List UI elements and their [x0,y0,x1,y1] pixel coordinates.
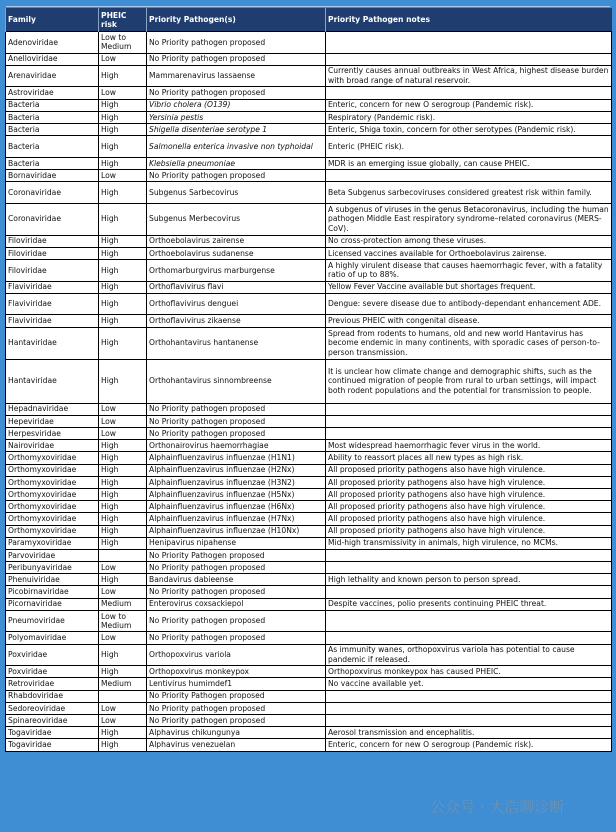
table-row [6,136,612,158]
family-cell: Hantaviridae [6,327,99,359]
notes-cell [326,632,612,644]
notes-cell: Beta Subgenus sarbecoviruses considered greatest risk within family. [326,182,612,204]
table-row [6,727,612,739]
table-row [6,65,612,87]
table-row [6,53,612,65]
priority-pathogen-cell: Orthoflavivirus denguei [147,293,326,315]
table-row [6,415,612,427]
pheic-risk-cell: High [99,513,147,525]
priority-pathogen-cell: Orthonairovirus haemorrhagiae [147,440,326,452]
family-cell: Coronaviridae [6,182,99,204]
family-cell: Retroviridae [6,678,99,690]
pheic-risk-cell: High [99,111,147,123]
notes-cell: No cross-protection among these viruses. [326,235,612,247]
pheic-risk-cell: Low [99,428,147,440]
pheic-risk-cell: High [99,65,147,87]
table-row [6,428,612,440]
notes-cell [326,549,612,561]
notes-cell [326,169,612,181]
pheic-risk-cell: High [99,440,147,452]
family-cell: Bacteria [6,136,99,158]
notes-cell: All proposed priority pathogens also have high virulence. [326,525,612,537]
family-cell: Filoviridae [6,247,99,259]
table-row [6,476,612,488]
notes-cell: All proposed priority pathogens also have high virulence. [326,513,612,525]
family-cell: Flaviviridae [6,293,99,315]
priority-pathogen-cell: No Priority pathogen proposed [147,632,326,644]
pheic-risk-cell: High [99,315,147,327]
priority-pathogen-cell: Enterovirus coxsackiepol [147,598,326,610]
notes-cell: Enteric, concern for new O serogroup (Pandemic risk). [326,739,612,751]
notes-cell [326,53,612,65]
family-cell: Orthomyxoviridae [6,513,99,525]
priority-pathogen-cell: Orthopoxvirus monkeypox [147,666,326,678]
family-cell: Poxviridae [6,644,99,666]
pheic-risk-cell: High [99,574,147,586]
notes-cell: Mid-high transmissivity in animals, high virulence, no MCMs. [326,537,612,549]
table-row [6,403,612,415]
notes-cell: Orthopoxvirus monkeypox has caused PHEIC. [326,666,612,678]
notes-cell: Licensed vaccines available for Orthoebolavirus zairense. [326,247,612,259]
priority-pathogen-cell: Alphainfluenzavirus influenzae (H5Nx) [147,488,326,500]
family-cell: Flaviviridae [6,315,99,327]
priority-pathogen-cell: Yersinia pestis [147,111,326,123]
table-row [6,513,612,525]
family-cell: Togaviridae [6,739,99,751]
pheic-risk-cell: High [99,293,147,315]
table-row [6,488,612,500]
notes-cell: A highly virulent disease that causes haemorrhagic fever, with a fatality ratio of up to 88%. [326,260,612,282]
table-row [6,359,612,403]
table-row [6,315,612,327]
family-cell: Bacteria [6,99,99,111]
notes-cell [326,428,612,440]
family-cell: Sedoreoviridae [6,702,99,714]
priority-pathogen-cell: Vibrio cholera (O139) [147,99,326,111]
table-body [6,32,612,752]
family-cell: Hepeviridae [6,415,99,427]
pheic-risk-cell: Low [99,562,147,574]
notes-cell [326,32,612,54]
family-cell: Peribunyaviridae [6,562,99,574]
notes-cell [326,586,612,598]
family-cell: Coronaviridae [6,203,99,235]
pheic-risk-cell: Low [99,586,147,598]
notes-cell: Dengue: severe disease due to antibody-dependant enhancement ADE. [326,293,612,315]
pheic-risk-cell: High [99,203,147,235]
notes-cell [326,714,612,726]
table-row [6,235,612,247]
table-row [6,247,612,259]
priority-pathogen-cell: Orthopoxvirus variola [147,644,326,666]
family-cell: Rhabdoviridae [6,690,99,702]
priority-pathogen-cell: Mammarenavirus lassaense [147,65,326,87]
table-row [6,260,612,282]
notes-cell: All proposed priority pathogens also have high virulence. [326,476,612,488]
family-cell: Anelloviridae [6,53,99,65]
notes-cell: It is unclear how climate change and demographic shifts, such as the continued migration of people from rural to urban settings, will impact both rodent populations and the potential for transmission to people. [326,359,612,403]
table-row [6,562,612,574]
family-cell: Orthomyxoviridae [6,476,99,488]
column-header-notes: Priority Pathogen notes [326,8,612,32]
pheic-risk-cell: High [99,644,147,666]
family-cell: Bacteria [6,111,99,123]
family-cell: Poxviridae [6,666,99,678]
notes-cell: Yellow Fever Vaccine available but shortages frequent. [326,281,612,293]
family-cell: Hantaviridae [6,359,99,403]
notes-cell: All proposed priority pathogens also have high virulence. [326,488,612,500]
table-row [6,678,612,690]
notes-cell: All proposed priority pathogens also have high virulence. [326,464,612,476]
table-row [6,464,612,476]
pheic-risk-cell: Low to Medium [99,610,147,632]
table-row [6,123,612,135]
pheic-risk-cell: Low [99,632,147,644]
table-row [6,157,612,169]
pathogen-priority-table [5,8,612,752]
pheic-risk-cell: Medium [99,678,147,690]
family-cell: Orthomyxoviridae [6,464,99,476]
family-cell: Adenoviridae [6,32,99,54]
notes-cell [326,403,612,415]
pheic-risk-cell: Low [99,169,147,181]
table-row [6,632,612,644]
priority-pathogen-cell: Alphavirus chikungunya [147,727,326,739]
priority-pathogen-cell: Klebsiella pneumoniae [147,157,326,169]
pheic-risk-cell: High [99,488,147,500]
pheic-risk-cell: High [99,281,147,293]
family-cell: Bornaviridae [6,169,99,181]
family-cell: Pneumoviridae [6,610,99,632]
pheic-risk-cell [99,690,147,702]
notes-cell: MDR is an emerging issue globally, can cause PHEIC. [326,157,612,169]
table-row [6,327,612,359]
column-header-pheic-risk: PHEIC risk [99,8,147,32]
table-row [6,182,612,204]
pheic-risk-cell: High [99,739,147,751]
pheic-risk-cell: High [99,327,147,359]
table-row [6,281,612,293]
priority-pathogen-cell: No Priority pathogen proposed [147,610,326,632]
table-row [6,610,612,632]
notes-cell [326,415,612,427]
family-cell: Picobirnaviridae [6,586,99,598]
pheic-risk-cell: High [99,476,147,488]
pheic-risk-cell: Medium [99,598,147,610]
family-cell: Filoviridae [6,260,99,282]
family-cell: Hepadnaviridae [6,403,99,415]
priority-pathogen-cell: No Priority pathogen proposed [147,169,326,181]
pheic-risk-cell: High [99,537,147,549]
family-cell: Herpesviridae [6,428,99,440]
family-cell: Filoviridae [6,235,99,247]
pheic-risk-cell: High [99,136,147,158]
priority-pathogen-cell: Alphainfluenzavirus influenzae (H3N2) [147,476,326,488]
notes-cell [326,87,612,99]
pheic-risk-cell: Low to Medium [99,32,147,54]
family-cell: Orthomyxoviridae [6,452,99,464]
priority-pathogen-cell: No Priority pathogen proposed [147,32,326,54]
priority-pathogen-cell: No Priority pathogen proposed [147,428,326,440]
table-row [6,714,612,726]
family-cell: Spinareoviridae [6,714,99,726]
notes-cell: Respiratory (Pandemic risk). [326,111,612,123]
family-cell: Nairoviridae [6,440,99,452]
notes-cell: Despite vaccines, polio presents continuing PHEIC threat. [326,598,612,610]
table-row [6,644,612,666]
priority-pathogen-cell: No Priority pathogen proposed [147,87,326,99]
priority-pathogen-cell: No Priority Pathogen proposed [147,549,326,561]
priority-pathogen-cell: Orthomarburgvirus marburgense [147,260,326,282]
pheic-risk-cell: High [99,452,147,464]
notes-cell [326,702,612,714]
table-row [6,702,612,714]
priority-pathogen-cell: Orthohantavirus hantanense [147,327,326,359]
table-row [6,111,612,123]
notes-cell: Spread from rodents to humans, old and new world Hantavirus has become endemic in many continents, with sporadic cases of person-to-person transmission. [326,327,612,359]
family-cell: Flaviviridae [6,281,99,293]
notes-cell: Ability to reassort places all new types as high risk. [326,452,612,464]
table-row [6,203,612,235]
pheic-risk-cell: High [99,525,147,537]
notes-cell: Aerosol transmission and encephalitis. [326,727,612,739]
priority-pathogen-cell: No Priority pathogen proposed [147,562,326,574]
table-row [6,549,612,561]
family-cell: Orthomyxoviridae [6,525,99,537]
pheic-risk-cell [99,549,147,561]
notes-cell: Previous PHEIC with congenital disease. [326,315,612,327]
priority-pathogen-cell: Shigella disenteriae serotype 1 [147,123,326,135]
pheic-risk-cell: High [99,157,147,169]
pheic-risk-cell: Low [99,702,147,714]
priority-pathogen-cell: Salmonella enterica invasive non typhoidal [147,136,326,158]
column-header-priority-pathogens: Priority Pathogen(s) [147,8,326,32]
pheic-risk-cell: High [99,464,147,476]
priority-pathogen-cell: Alphavirus venezuelan [147,739,326,751]
priority-pathogen-cell: Subgenus Sarbecovirus [147,182,326,204]
priority-pathogen-cell: No Priority pathogen proposed [147,702,326,714]
table-row [6,739,612,751]
pheic-risk-cell: High [99,99,147,111]
family-cell: Polyomaviridae [6,632,99,644]
table-row [6,452,612,464]
pheic-risk-cell: High [99,235,147,247]
notes-cell: High lethality and known person to person spread. [326,574,612,586]
table-row [6,293,612,315]
table-row [6,586,612,598]
family-cell: Bacteria [6,157,99,169]
table-row [6,99,612,111]
table-row [6,690,612,702]
notes-cell [326,690,612,702]
table-row [6,598,612,610]
notes-cell: Most widespread haemorrhagic fever virus in the world. [326,440,612,452]
table-row [6,87,612,99]
table-row [6,574,612,586]
priority-pathogen-cell: Orthoflavivirus zikaense [147,315,326,327]
priority-pathogen-cell: No Priority pathogen proposed [147,415,326,427]
priority-pathogen-cell: No Priority pathogen proposed [147,586,326,598]
pheic-risk-cell: High [99,501,147,513]
pheic-risk-cell: High [99,247,147,259]
priority-pathogen-cell: Orthoflavivirus flavi [147,281,326,293]
notes-cell: A subgenus of viruses in the genus Betacoronavirus, including the human pathogen Middle East respiratory syndrome–related coronavirus (MERS-CoV). [326,203,612,235]
table-row [6,525,612,537]
pheic-risk-cell: Low [99,415,147,427]
table-row [6,537,612,549]
table-row [6,169,612,181]
priority-pathogen-cell: No Priority Pathogen proposed [147,690,326,702]
priority-pathogen-cell: Orthohantavirus sinnombreense [147,359,326,403]
family-cell: Paramyxoviridae [6,537,99,549]
priority-pathogen-cell: No Priority pathogen proposed [147,714,326,726]
priority-pathogen-cell: Alphainfluenzavirus influenzae (H6Nx) [147,501,326,513]
family-cell: Parvoviridae [6,549,99,561]
notes-cell: As immunity wanes, orthopoxvirus variola has potential to cause pandemic if released. [326,644,612,666]
watermark: 公众号 · 大浩聊诊断 [430,798,565,816]
family-cell: Astroviridae [6,87,99,99]
priority-pathogen-cell: Subgenus Merbecovirus [147,203,326,235]
pheic-risk-cell: High [99,666,147,678]
priority-pathogen-cell: No Priority pathogen proposed [147,53,326,65]
notes-cell [326,562,612,574]
column-header-family: Family [6,8,99,32]
pheic-risk-cell: High [99,359,147,403]
family-cell: Orthomyxoviridae [6,501,99,513]
pheic-risk-cell: Low [99,53,147,65]
priority-pathogen-cell: Alphainfluenzavirus influenzae (H1N1) [147,452,326,464]
notes-cell: Enteric, Shiga toxin, concern for other serotypes (Pandemic risk). [326,123,612,135]
priority-pathogen-cell: Lentivirus humimdef1 [147,678,326,690]
pheic-risk-cell: High [99,182,147,204]
priority-pathogen-cell: Alphainfluenzavirus influenzae (H2Nx) [147,464,326,476]
notes-cell: All proposed priority pathogens also have high virulence. [326,501,612,513]
priority-pathogen-cell: Alphainfluenzavirus influenzae (H10Nx) [147,525,326,537]
table-row [6,440,612,452]
priority-pathogen-cell: Orthoebolavirus sudanense [147,247,326,259]
priority-pathogen-cell: Bandavirus dabieense [147,574,326,586]
notes-cell: Enteric, concern for new O serogroup (Pandemic risk). [326,99,612,111]
pheic-risk-cell: Low [99,87,147,99]
notes-cell: Currently causes annual outbreaks in West Africa, highest disease burden with broad range of natural reservoir. [326,65,612,87]
pheic-risk-cell: High [99,727,147,739]
notes-cell: No vaccine available yet. [326,678,612,690]
pheic-risk-cell: Low [99,714,147,726]
priority-pathogen-cell: Orthoebolavirus zairense [147,235,326,247]
pheic-risk-cell: High [99,123,147,135]
notes-cell [326,610,612,632]
priority-pathogen-cell: Alphainfluenzavirus influenzae (H7Nx) [147,513,326,525]
family-cell: Togaviridae [6,727,99,739]
family-cell: Phenuiviridae [6,574,99,586]
pheic-risk-cell: High [99,260,147,282]
pheic-risk-cell: Low [99,403,147,415]
family-cell: Orthomyxoviridae [6,488,99,500]
priority-pathogen-cell: No Priority pathogen proposed [147,403,326,415]
frame-top-line [6,6,610,7]
family-cell: Picornaviridae [6,598,99,610]
table-row [6,501,612,513]
priority-pathogen-cell: Henipavirus nipahense [147,537,326,549]
family-cell: Arenaviridae [6,65,99,87]
table-row [6,32,612,54]
table-row [6,666,612,678]
family-cell: Bacteria [6,123,99,135]
notes-cell: Enteric (PHEIC risk). [326,136,612,158]
header-row [6,8,612,32]
